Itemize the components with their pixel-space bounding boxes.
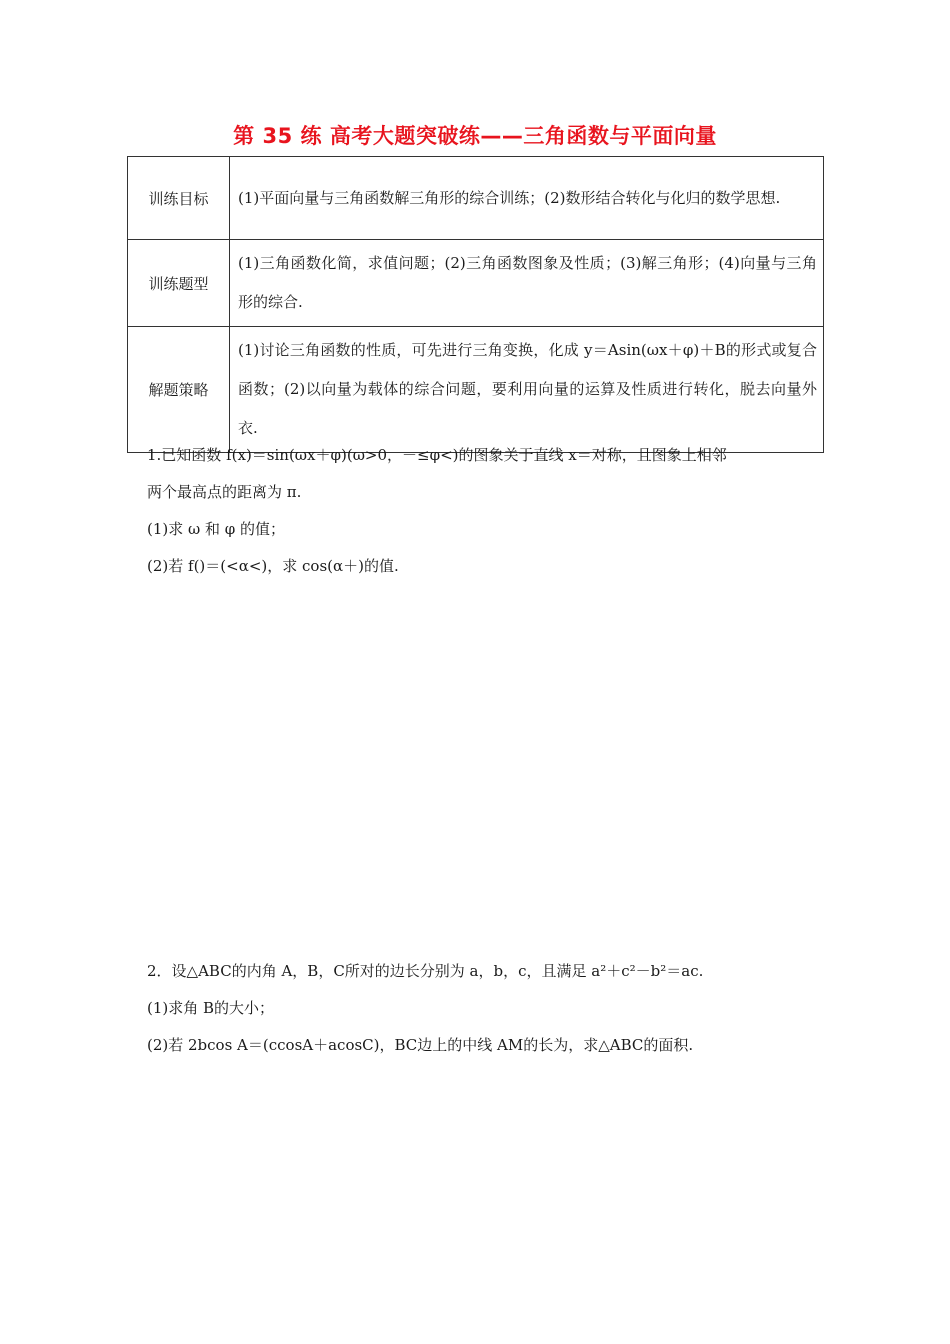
problem-2-part-2: (2)若 2bcos A＝(ccosA＋acosC)，BC边上的中线 AM的长为，求△ABC的面积. — [147, 1036, 694, 1054]
row-label-question-types: 训练题型 — [128, 240, 230, 327]
table-row — [128, 240, 824, 327]
row-content-strategy: (1)讨论三角函数的性质，可先进行三角变换，化成 y＝Asin(ωx＋φ)＋B的形式或复合函数；(2)以向量为载体的综合问题，要利用向量的运算及性质进行转化，脱去向量外衣. — [230, 327, 824, 453]
problem-1-statement-line-1: 1.已知函数 f(x)＝sin(ωx＋φ)(ω>0，－≤φ<)的图象关于直线 x＝对称，且图象上相邻 — [147, 446, 727, 464]
problem-1-statement-line-2: 两个最高点的距离为 π. — [147, 483, 302, 501]
training-info-table — [127, 156, 824, 453]
row-content-training-goal: (1)平面向量与三角函数解三角形的综合训练；(2)数形结合转化与化归的数学思想. — [230, 157, 824, 240]
problem-2-part-1: (1)求角 B的大小； — [147, 999, 275, 1017]
table-row — [128, 157, 824, 240]
table-row — [128, 327, 824, 453]
problem-1-part-1: (1)求 ω 和 φ 的值； — [147, 520, 286, 538]
problem-1-part-2: (2)若 f()＝(<α<)，求 cos(α＋)的值. — [147, 557, 399, 575]
row-label-strategy: 解题策略 — [128, 327, 230, 453]
problem-2-statement: 2．设△ABC的内角 A，B，C所对的边长分别为 a，b，c，且满足 a²＋c²－b²＝ac. — [147, 962, 704, 980]
problem-2 — [147, 953, 817, 1064]
page-title: 第 35 练 高考大题突破练——三角函数与平面向量 — [233, 124, 717, 148]
row-label-training-goal: 训练目标 — [128, 157, 230, 240]
problem-1 — [147, 437, 817, 585]
row-content-question-types: (1)三角函数化简，求值问题；(2)三角函数图象及性质；(3)解三角形；(4)向量与三角形的综合. — [230, 240, 824, 327]
